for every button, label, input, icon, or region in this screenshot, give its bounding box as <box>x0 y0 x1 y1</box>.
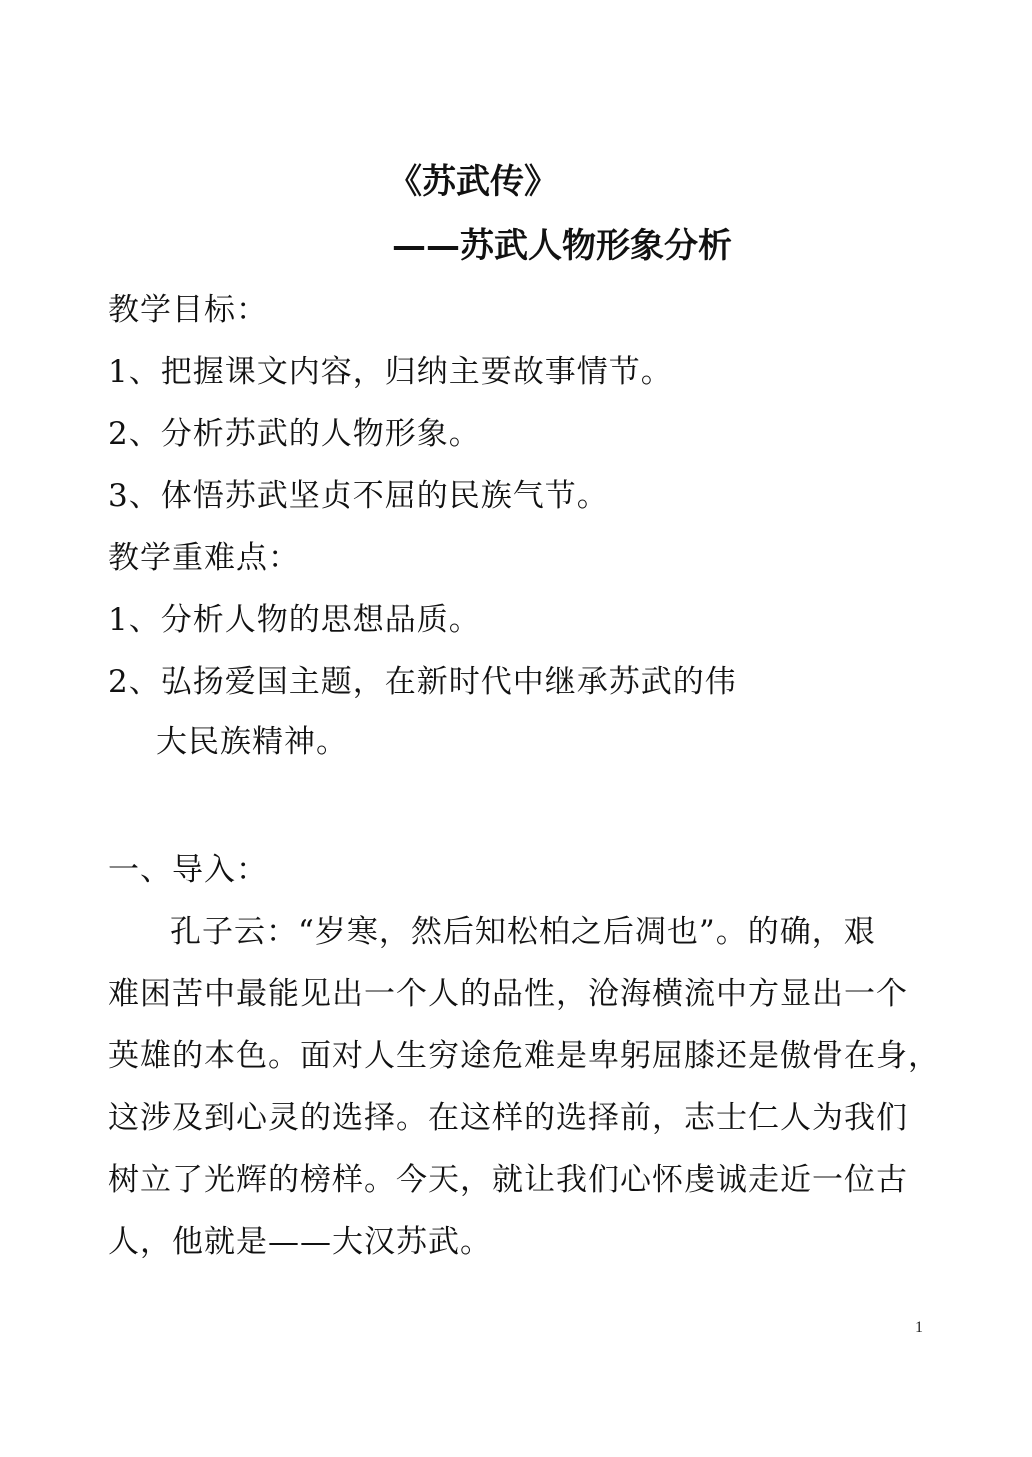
paragraph-line: 孔子云：“岁寒，然后知松柏之后凋也”。的确，艰 <box>170 914 876 950</box>
paragraph-line: 难困苦中最能见出一个人的品性，沧海横流中方显出一个 <box>108 976 908 1012</box>
key-point-item-continuation: 大民族精神。 <box>156 724 348 760</box>
page-number: 1 <box>915 1319 923 1336</box>
objective-item: 3、体悟苏武坚贞不屈的民族气节。 <box>108 478 609 514</box>
paragraph-line: 英雄的本色。面对人生穷途危难是卑躬屈膝还是傲骨在身， <box>108 1038 940 1074</box>
paragraph-line: 树立了光辉的榜样。今天，就让我们心怀虔诚走近一位古 <box>108 1162 908 1198</box>
section-one-heading: 一、导入： <box>108 852 268 888</box>
objectives-heading: 教学目标： <box>108 292 268 328</box>
document-subtitle: ——苏武人物形象分析 <box>392 226 732 266</box>
objective-item: 2、分析苏武的人物形象。 <box>108 416 481 452</box>
document-title: 《苏武传》 <box>388 162 558 202</box>
key-point-item: 2、弘扬爱国主题，在新时代中继承苏武的伟 <box>108 664 737 700</box>
objective-item: 1、把握课文内容，归纳主要故事情节。 <box>108 354 673 390</box>
key-points-heading: 教学重难点： <box>108 540 300 576</box>
key-point-item: 1、分析人物的思想品质。 <box>108 602 481 638</box>
paragraph-line: 人，他就是——大汉苏武。 <box>108 1224 492 1260</box>
paragraph-line: 这涉及到心灵的选择。在这样的选择前，志士仁人为我们 <box>108 1100 908 1136</box>
